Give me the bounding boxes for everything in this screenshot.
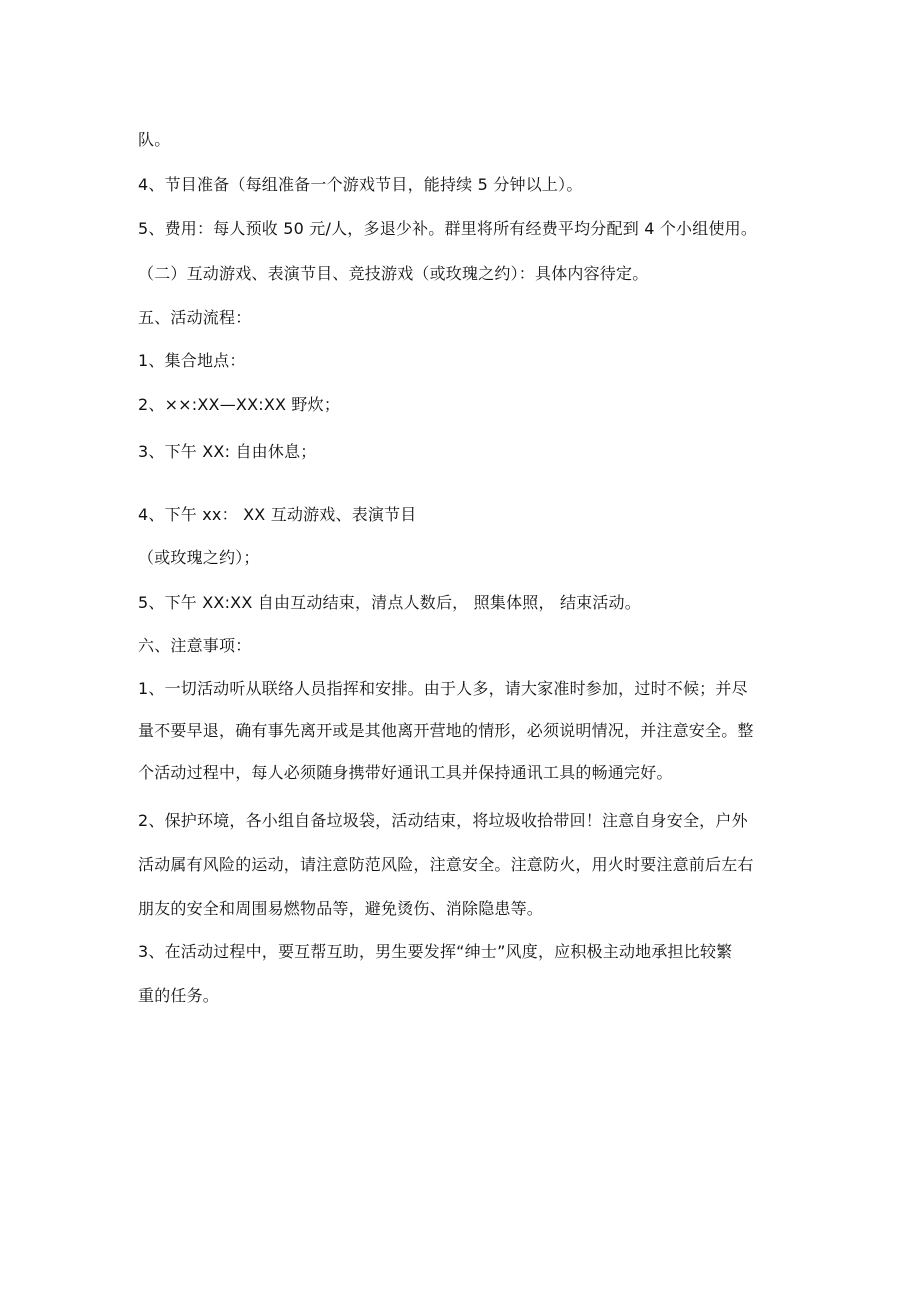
note-1-line: 1、一切活动听从联络人员指挥和安排。由于人多，请大家准时参加，过时不候；并尽 bbox=[138, 679, 748, 698]
note-2-line: 朋友的安全和周围易燃物品等，避免烫伤、消除隐患等。 bbox=[138, 899, 544, 918]
text-line-end: 5、下午 XX:XX 自由互动结束，清点人数后， 照集体照， 结束活动。 bbox=[138, 593, 641, 612]
note-2-line: 活动属有风险的运动，请注意防范风险，注意安全。注意防火，用火时要注意前后左右 bbox=[138, 855, 754, 874]
note-3-line: 3、在活动过程中，要互帮互助，男生要发挥“绅士”风度，应积极主动地承担比较繁 bbox=[138, 942, 733, 961]
text-line-games: 4、下午 xx： XX 互动游戏、表演节目 bbox=[138, 505, 417, 524]
text-line-meeting-point: 1、集合地点： bbox=[138, 351, 246, 370]
text-line-free-rest: 3、下午 XX: 自由休息； bbox=[138, 442, 317, 461]
text-line-games-cont: （或玫瑰之约）； bbox=[138, 548, 260, 567]
note-3-line: 重的任务。 bbox=[138, 986, 220, 1005]
note-2-line: 2、保护环境，各小组自备垃圾袋，活动结束，将垃圾收拾带回！注意自身安全，户外 bbox=[138, 811, 748, 830]
section-heading-activity-flow: 五、活动流程： bbox=[138, 308, 252, 327]
note-1-line: 个活动过程中，每人必须随身携带好通讯工具并保持通讯工具的畅通完好。 bbox=[138, 763, 673, 782]
note-paragraph-3 bbox=[138, 942, 788, 1006]
text-line-picnic: 2、××:XX—XX:XX 野炊； bbox=[138, 395, 341, 414]
text-line-continuation: 队。 bbox=[138, 130, 171, 149]
note-paragraph-1 bbox=[138, 679, 788, 783]
text-line-program-prep: 4、节目准备（每组准备一个游戏节目，能持续 5 分钟以上）。 bbox=[138, 175, 583, 194]
note-1-line: 量不要早退，确有事先离开或是其他离开营地的情形，必须说明情况，并注意安全。整 bbox=[138, 721, 754, 740]
note-paragraph-2 bbox=[138, 811, 788, 919]
text-line-fees: 5、费用：每人预收 50 元/人，多退少补。群里将所有经费平均分配到 4 个小组使用。 bbox=[138, 219, 758, 238]
text-line-section-two: （二）互动游戏、表演节目、竞技游戏（或玫瑰之约）：具体内容待定。 bbox=[138, 264, 649, 283]
section-heading-notes: 六、注意事项： bbox=[138, 636, 252, 655]
